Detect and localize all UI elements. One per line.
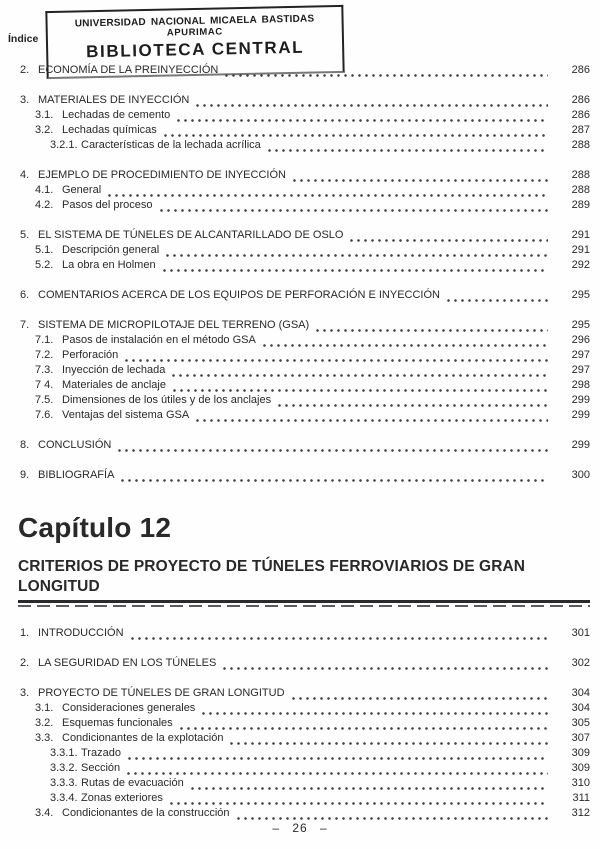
dot-leader [200, 701, 548, 716]
chapter-title-line2: LONGITUD [18, 577, 100, 595]
entry-number: 7.5. [35, 394, 54, 406]
toc-entry [20, 183, 590, 198]
entry-title: Inyección de lechada [62, 364, 166, 376]
entry-page: 301 [571, 627, 590, 639]
dot-leader [171, 378, 548, 393]
toc-entry [20, 348, 590, 363]
entry-title: Consideraciones generales [62, 702, 196, 714]
toc-entry [20, 438, 590, 453]
toc-entry [20, 228, 590, 243]
dot-leader [164, 243, 548, 258]
toc-entry [20, 198, 590, 213]
entry-number: 3.2. [35, 124, 54, 136]
toc-entry [20, 791, 590, 806]
entry-page: 310 [571, 777, 590, 789]
dot-leader [170, 363, 548, 378]
toc-entry [20, 746, 590, 761]
toc-entry [20, 716, 590, 731]
entry-page: 295 [571, 319, 590, 331]
dot-leader [129, 626, 548, 641]
dot-leader [161, 258, 548, 273]
entry-title: Sección [81, 762, 121, 774]
entry-number: 8. [20, 439, 30, 451]
toc-entry [20, 408, 590, 423]
entry-title: EJEMPLO DE PROCEDIMIENTO DE INYECCIÓN [38, 169, 286, 181]
dot-leader [158, 198, 549, 213]
entry-page: 312 [571, 807, 590, 819]
entry-page: 292 [571, 259, 590, 271]
toc-entry [20, 63, 590, 78]
entry-number: 4.2. [35, 199, 54, 211]
entry-title: SISTEMA DE MICROPILOTAJE DEL TERRENO (GSA) [38, 319, 310, 331]
entry-page: 296 [571, 334, 590, 346]
entry-title: ECONOMÍA DE LA PREINYECCIÓN [38, 64, 219, 76]
entry-number: 6. [20, 289, 30, 301]
entry-number: 3.1. [35, 109, 54, 121]
dot-leader [276, 393, 548, 408]
toc-entry [20, 761, 590, 776]
entry-number: 7.1. [35, 334, 54, 346]
entry-number: 3.2.1. [50, 139, 78, 151]
entry-page: 286 [571, 109, 590, 121]
stamp-university-name: UNIVERSIDAD NACIONAL MICAELA BASTIDAS [74, 13, 315, 30]
dot-leader [162, 123, 548, 138]
dot-leader [126, 746, 548, 761]
toc-chapter-12 [20, 626, 590, 821]
dot-leader [221, 656, 548, 671]
entry-title: EL SISTEMA DE TÚNELES DE ALCANTARILLADO DE OSLO [38, 229, 344, 241]
entry-title: Lechadas de cemento [62, 109, 171, 121]
entry-page: 309 [571, 762, 590, 774]
entry-title: PROYECTO DE TÚNELES DE GRAN LONGITUD [38, 687, 285, 699]
toc-entry [20, 731, 590, 746]
toc-entry [20, 378, 590, 393]
toc-entry [20, 363, 590, 378]
entry-page: 287 [571, 124, 590, 136]
entry-title: COMENTARIOS ACERCA DE LOS EQUIPOS DE PERFORACIÓN E INYECCIÓN [38, 289, 440, 301]
entry-page: 288 [571, 169, 590, 181]
chapter-title [18, 557, 590, 596]
page-number: – 26 – [272, 821, 328, 835]
entry-number: 3. [20, 94, 30, 106]
toc-entry [20, 626, 590, 641]
title-rule [18, 600, 590, 603]
dot-leader [168, 791, 548, 806]
toc-entry [20, 168, 590, 183]
entry-title: Dimensiones de los útiles y de los anclajes [62, 394, 272, 406]
entry-page: 288 [571, 184, 590, 196]
dot-leader [445, 288, 548, 303]
chapter-heading: Capítulo 12 [18, 512, 172, 543]
entry-title: BIBLIOGRAFÍA [38, 469, 115, 481]
toc-entry [20, 701, 590, 716]
entry-page: 309 [571, 747, 590, 759]
entry-title: General [62, 184, 102, 196]
dot-leader [194, 408, 548, 423]
entry-page: 299 [571, 409, 590, 421]
entry-title: La obra en Holmen [62, 259, 156, 271]
entry-title: LA SEGURIDAD EN LOS TÚNELES [38, 657, 217, 669]
entry-page: 299 [571, 394, 590, 406]
entry-title: Condicionantes de la construcción [62, 807, 230, 819]
entry-number: 2. [20, 64, 30, 76]
entry-title: Ventajas del sistema GSA [62, 409, 190, 421]
toc-entry [20, 318, 590, 333]
entry-page: 298 [571, 379, 590, 391]
entry-number: 3.1. [35, 702, 54, 714]
entry-title: MATERIALES DE INYECCIÓN [38, 94, 190, 106]
toc-entry [20, 258, 590, 273]
entry-page: 300 [571, 469, 590, 481]
dot-leader [123, 348, 548, 363]
entry-page: 304 [571, 702, 590, 714]
toc-entry [20, 393, 590, 408]
entry-number: 3.3.2. [50, 762, 78, 774]
entry-page: 297 [571, 364, 590, 376]
entry-page: 291 [571, 229, 590, 241]
toc-entry [20, 123, 590, 138]
entry-number: 5.2. [35, 259, 54, 271]
dot-leader [348, 228, 548, 243]
dot-leader [178, 716, 548, 731]
entry-title: Lechadas químicas [62, 124, 157, 136]
dot-leader [106, 183, 548, 198]
toc-entry [20, 686, 590, 701]
entry-page: 311 [572, 792, 590, 804]
toc-entry [20, 333, 590, 348]
toc-entry [20, 138, 590, 153]
toc-entry [20, 776, 590, 791]
entry-page: 307 [571, 732, 590, 744]
toc-entry [20, 243, 590, 258]
stamp-university-place: APURIMAC [166, 26, 223, 39]
entry-number: 3. [20, 687, 30, 699]
toc-entry [20, 656, 590, 671]
entry-page: 295 [571, 289, 590, 301]
entry-number: 3.4. [35, 807, 54, 819]
entry-title: INTRODUCCIÓN [38, 627, 124, 639]
entry-number: 7.2. [35, 349, 54, 361]
entry-page: 297 [571, 349, 590, 361]
dot-leader [125, 761, 548, 776]
entry-number: 4. [20, 169, 30, 181]
entry-number: 2. [20, 657, 30, 669]
entry-page: 299 [571, 439, 590, 451]
dot-leader [261, 333, 548, 348]
entry-title: Descripción general [62, 244, 160, 256]
entry-page: 304 [571, 687, 590, 699]
chapter-12-header [18, 512, 590, 607]
entry-number: 3.3.4. [50, 792, 78, 804]
entry-number: 5.1. [35, 244, 54, 256]
entry-title: Trazado [81, 747, 121, 759]
entry-title: CONCLUSIÓN [38, 439, 112, 451]
toc-entry [20, 108, 590, 123]
index-label: Índice [8, 33, 39, 45]
entry-page: 305 [571, 717, 590, 729]
entry-page: 291 [571, 244, 590, 256]
toc-entry [20, 806, 590, 821]
dot-leader [189, 776, 548, 791]
toc-entry [20, 468, 590, 483]
dot-leader [314, 318, 548, 333]
dot-leader [228, 731, 548, 746]
entry-number: 7.3. [35, 364, 54, 376]
toc-chapter-11 [20, 63, 590, 483]
entry-number: 9. [20, 469, 30, 481]
entry-number: 7.6. [35, 409, 54, 421]
entry-number: 4.1. [35, 184, 54, 196]
entry-number: 3.3.3. [50, 777, 78, 789]
title-rule-dashed [18, 605, 590, 607]
entry-title: Pasos del proceso [62, 199, 153, 211]
entry-title: Características de la lechada acrílica [81, 139, 261, 151]
dot-leader [266, 138, 548, 153]
entry-title: Condicionantes de la explotación [62, 732, 224, 744]
entry-title: Materiales de anclaje [62, 379, 166, 391]
entry-title: Pasos de instalación en el método GSA [62, 334, 256, 346]
entry-page: 286 [571, 94, 590, 106]
dot-leader [291, 168, 548, 183]
entry-title: Esquemas funcionales [62, 717, 173, 729]
entry-number: 5. [20, 229, 30, 241]
toc-entry [20, 288, 590, 303]
entry-title: Zonas exteriores [81, 792, 163, 804]
dot-leader [119, 468, 548, 483]
entry-number: 3.3.1. [50, 747, 78, 759]
entry-page: 289 [571, 199, 590, 211]
entry-title: Perforación [62, 349, 119, 361]
entry-title: Rutas de evacuación [81, 777, 184, 789]
entry-number: 7 4. [35, 379, 54, 391]
entry-number: 7. [20, 319, 30, 331]
dot-leader [235, 806, 548, 821]
chapter-title-line1: CRITERIOS DE PROYECTO DE TÚNELES FERROVIARIOS DE GRAN [18, 558, 526, 575]
dot-leader [290, 686, 548, 701]
stamp-library-title: BIBLIOTECA CENTRAL [85, 37, 305, 62]
dot-leader [194, 93, 548, 108]
dot-leader [116, 438, 548, 453]
entry-number: 3.3. [35, 732, 54, 744]
entry-page: 302 [571, 657, 590, 669]
entry-number: 3.2. [35, 717, 54, 729]
dot-leader [175, 108, 548, 123]
toc-entry [20, 93, 590, 108]
entry-page: 286 [571, 64, 590, 76]
dot-leader [223, 63, 548, 78]
entry-number: 1. [20, 627, 30, 639]
entry-page: 288 [571, 139, 590, 151]
